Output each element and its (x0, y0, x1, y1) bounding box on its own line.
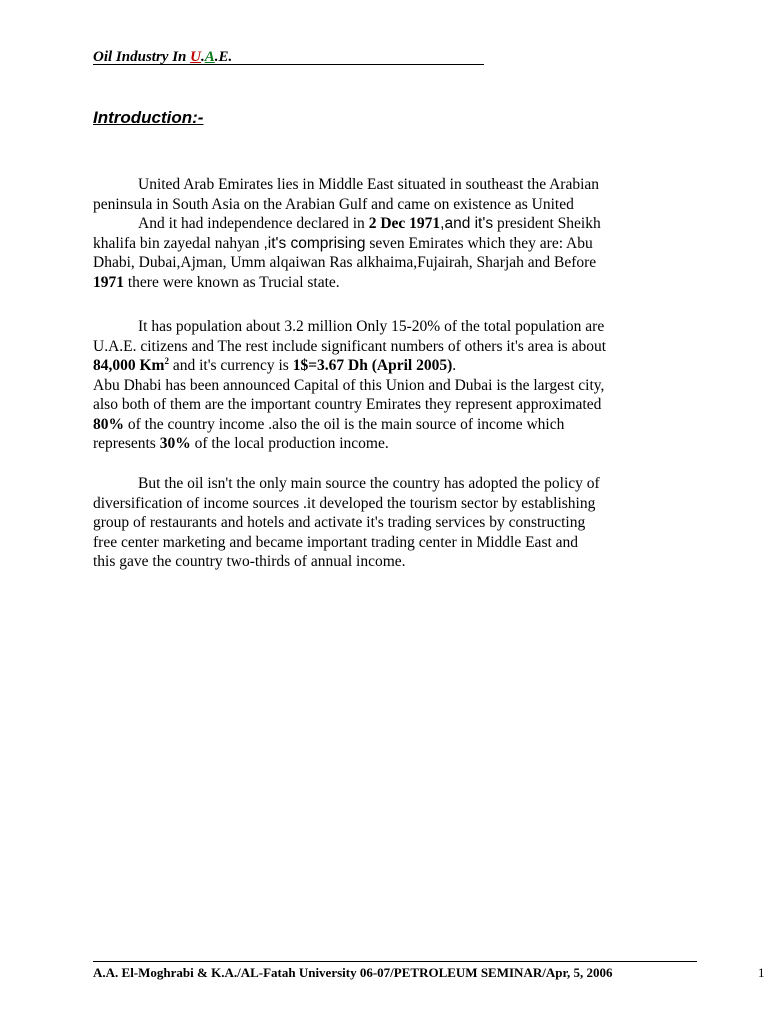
paragraph-line: also both of them are the important country Emirates they represent approximated (93, 396, 602, 413)
text-run: seven Emirates which they are: Abu (365, 234, 593, 252)
paragraph-line: But the oil isn't the only main source the country has adopted the policy of (138, 475, 600, 492)
bold-percent: 80% (93, 415, 124, 433)
text-run: And it had independence declared in (138, 215, 369, 232)
header-title-dot: . (200, 49, 205, 65)
text-run: of the country income .also the oil is the main source of income which (124, 415, 565, 433)
paragraph-line: free center marketing and became important trading center in Middle East and (93, 533, 579, 551)
paragraph-line: Dhabi, Dubai,Ajman, Umm alqaiwan Ras alkhaima,Fujairah, Sharjah and Before (93, 254, 597, 271)
paragraph-line (93, 214, 693, 234)
bold-currency: 1$=3.67 Dh (April 2005) (292, 357, 453, 374)
header-title-suffix: .E. (214, 49, 233, 65)
header-underline (93, 64, 484, 65)
bold-year: 1971 (93, 273, 124, 291)
header-title-u: U (190, 49, 201, 65)
paragraph-line: this gave the country two-thirds of annual income. (93, 553, 406, 570)
header-title-prefix: Oil Industry In (93, 49, 191, 65)
paragraph-2 (93, 317, 693, 454)
text-run: of the local production income. (190, 435, 389, 452)
text-run: . (452, 357, 457, 374)
paragraph-line (93, 434, 693, 454)
paragraph-line (93, 234, 693, 254)
text-run: ,and it's (440, 215, 494, 232)
text-run: ,it's comprising (263, 234, 366, 252)
paragraph-line (93, 356, 693, 376)
text-run: and it's currency is (168, 357, 293, 374)
page-footer: A.A. El-Moghrabi & K.A./AL-Fatah University 06-07/PETROLEUM SEMINAR/Apr, 5, 2006 (93, 965, 613, 980)
header-title-a: A (204, 49, 215, 65)
section-heading: Introduction:- (93, 108, 204, 127)
text-run: 84,000 Km (93, 357, 165, 374)
text-run: represents (93, 435, 160, 452)
paragraph-line (93, 273, 693, 293)
paragraph-line: diversification of income sources .it developed the tourism sector by establishing (93, 494, 596, 512)
superscript: 2 (164, 355, 169, 366)
paragraph-3 (93, 474, 693, 572)
text-run: there were known as Trucial state. (124, 273, 340, 291)
page-number: 1 (758, 965, 765, 980)
bold-area (93, 357, 169, 374)
paragraph-line: Abu Dhabi has been announced Capital of this Union and Dubai is the largest city, (93, 376, 605, 394)
paragraph-1 (93, 175, 693, 292)
paragraph-line: group of restaurants and hotels and activate it's trading services by constructing (93, 514, 586, 531)
paragraph-line: U.A.E. citizens and The rest include significant numbers of others it's area is about (93, 337, 607, 355)
paragraph-line: United Arab Emirates lies in Middle East situated in southeast the Arabian (138, 176, 600, 193)
text-run: president Sheikh (493, 215, 601, 232)
bold-date: 2 Dec 1971 (368, 215, 441, 232)
paragraph-line (93, 415, 693, 435)
paragraph-line: peninsula in South Asia on the Arabian Gulf and came on existence as United (93, 195, 574, 213)
footer-rule (93, 961, 697, 962)
bold-percent: 30% (159, 435, 191, 452)
paragraph-line: It has population about 3.2 million Only 15-20% of the total population are (138, 318, 605, 335)
text-run: khalifa bin zayedal nahyan (93, 234, 264, 252)
